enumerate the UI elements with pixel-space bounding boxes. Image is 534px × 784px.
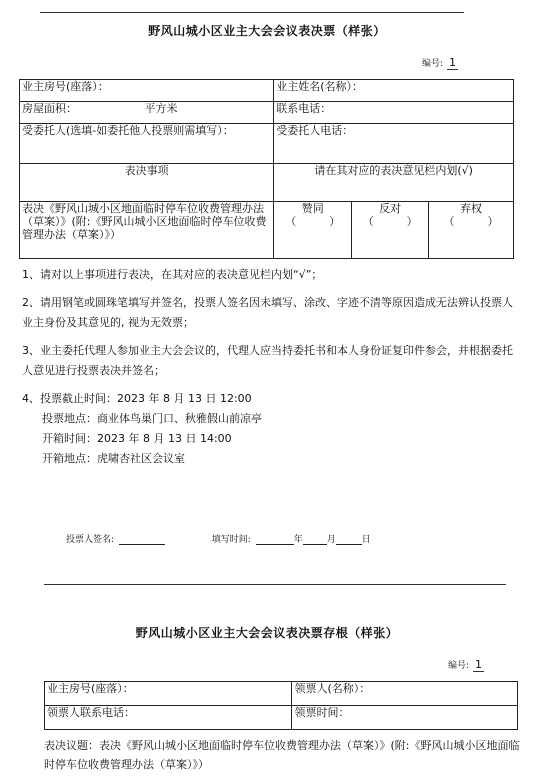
fill-year-field[interactable] bbox=[256, 534, 294, 545]
year-label: 年 bbox=[293, 535, 303, 545]
matter-cell bbox=[20, 202, 274, 259]
signature-row bbox=[66, 532, 371, 545]
area-unit: 平方米 bbox=[144, 102, 178, 115]
area-cell[interactable] bbox=[20, 102, 274, 124]
stub-serial bbox=[448, 658, 484, 672]
stub-receiver-phone-cell[interactable] bbox=[45, 706, 292, 730]
vote-location: 投票地点：商业体鸟巢门口、秋雅假山前凉亭 bbox=[42, 412, 262, 425]
serial-label: 编号: bbox=[422, 59, 444, 69]
stub-receiver-cell[interactable] bbox=[292, 682, 518, 706]
stub-receiver-label: 领票人(名称）： bbox=[294, 682, 371, 695]
opinion-header-cell bbox=[274, 164, 514, 202]
day-label: 日 bbox=[361, 535, 371, 545]
contact-phone-label: 联系电话： bbox=[276, 102, 332, 115]
ballot-table bbox=[19, 79, 514, 259]
ballot-notes bbox=[22, 265, 514, 469]
owner-house-cell[interactable] bbox=[20, 80, 274, 102]
serial-number: 1 bbox=[449, 56, 457, 69]
fill-time-label: 填写时间: bbox=[211, 535, 251, 545]
open-place: 开箱地点：虎啸杏社区会议室 bbox=[42, 452, 185, 465]
matters-header-cell bbox=[20, 164, 274, 202]
fill-month-field[interactable] bbox=[303, 534, 327, 545]
option-abstain-cell[interactable] bbox=[429, 202, 514, 259]
stub-receiver-phone-label: 领票人联系电话： bbox=[47, 706, 135, 719]
proxy-phone-label: 受委托人电话： bbox=[276, 124, 354, 137]
proxy-name-label: 受委托人(选填-如委托他人投票则需填写）： bbox=[22, 124, 234, 137]
stub-title: 野风山城小区业主大会会议表决票存根（样张） bbox=[135, 626, 399, 640]
opinion-header: 请在其对应的表决意见栏内划(√) bbox=[314, 164, 473, 177]
option-abstain-label: 弃权 bbox=[460, 202, 483, 215]
stub-serial-label: 编号: bbox=[448, 661, 470, 671]
stub-owner-house-label: 业主房号(座落）： bbox=[47, 682, 134, 695]
vote-deadline: 4、投票截止时间：2023 年 8 月 13 日 12:00 bbox=[22, 392, 252, 405]
proxy-name-cell[interactable] bbox=[20, 124, 274, 164]
owner-house-label: 业主房号(座落）： bbox=[22, 80, 109, 93]
option-oppose-label: 反对 bbox=[379, 202, 402, 215]
cut-line bbox=[44, 584, 506, 585]
option-approve-label: 赞同 bbox=[301, 202, 324, 215]
note-1: 1、请对以上事项进行表决，在其对应的表决意见栏内划“√”； bbox=[22, 268, 323, 281]
note-2: 2、请用钢笔或圆珠笔填写并签名，投票人签名因未填写、涂改、字迹不清等原因造成无法辨认投票人业主身份及其意见的, 视为无效票； bbox=[22, 296, 513, 329]
owner-name-cell[interactable] bbox=[274, 80, 514, 102]
option-abstain-checkbox[interactable]: （ ） bbox=[443, 215, 499, 228]
area-label: 房屋面积： bbox=[22, 102, 77, 115]
owner-name-label: 业主姓名(名称）： bbox=[276, 80, 364, 93]
voter-signature-field[interactable] bbox=[119, 534, 165, 545]
ballot-title: 野风山城小区业主大会会议表决票（样张） bbox=[148, 24, 386, 38]
ballot-serial bbox=[422, 56, 458, 70]
open-time: 开箱时间：2023 年 8 月 13 日 14:00 bbox=[42, 432, 232, 445]
option-oppose-cell[interactable] bbox=[352, 202, 429, 259]
stub-receive-time-cell[interactable] bbox=[292, 706, 518, 730]
matter-text: 表决《野风山城小区地面临时停车位收费管理办法（草案）》(附:《野风山城小区地面临时停车位收费管理办法（草案）》） bbox=[22, 202, 267, 241]
stub-table bbox=[44, 681, 518, 730]
stub-topic: 表决议题：表决《野风山城小区地面临时停车位收费管理办法（草案）》(附:《野风山城小区地面临时停车位收费管理办法（草案）》） bbox=[44, 739, 520, 771]
stub-receive-time-label: 领票时间： bbox=[294, 706, 350, 719]
option-oppose-checkbox[interactable]: （ ） bbox=[362, 215, 418, 228]
stub-serial-number: 1 bbox=[475, 658, 483, 671]
fill-day-field[interactable] bbox=[336, 534, 362, 545]
proxy-phone-cell[interactable] bbox=[274, 124, 514, 164]
stub-owner-house-cell[interactable] bbox=[45, 682, 292, 706]
option-approve-cell[interactable] bbox=[274, 202, 352, 259]
contact-phone-cell[interactable] bbox=[274, 102, 514, 124]
matters-header: 表决事项 bbox=[124, 164, 169, 177]
top-rule bbox=[40, 12, 464, 13]
note-3: 3、业主委托代理人参加业主大会会议的，代理人应当持委托书和本人身份证复印件参会，并根据委托人意见进行投票表决并签名； bbox=[22, 344, 513, 377]
month-label: 月 bbox=[326, 535, 336, 545]
option-approve-checkbox[interactable]: （ ） bbox=[285, 215, 341, 228]
voter-signature-label: 投票人签名: bbox=[66, 535, 115, 545]
